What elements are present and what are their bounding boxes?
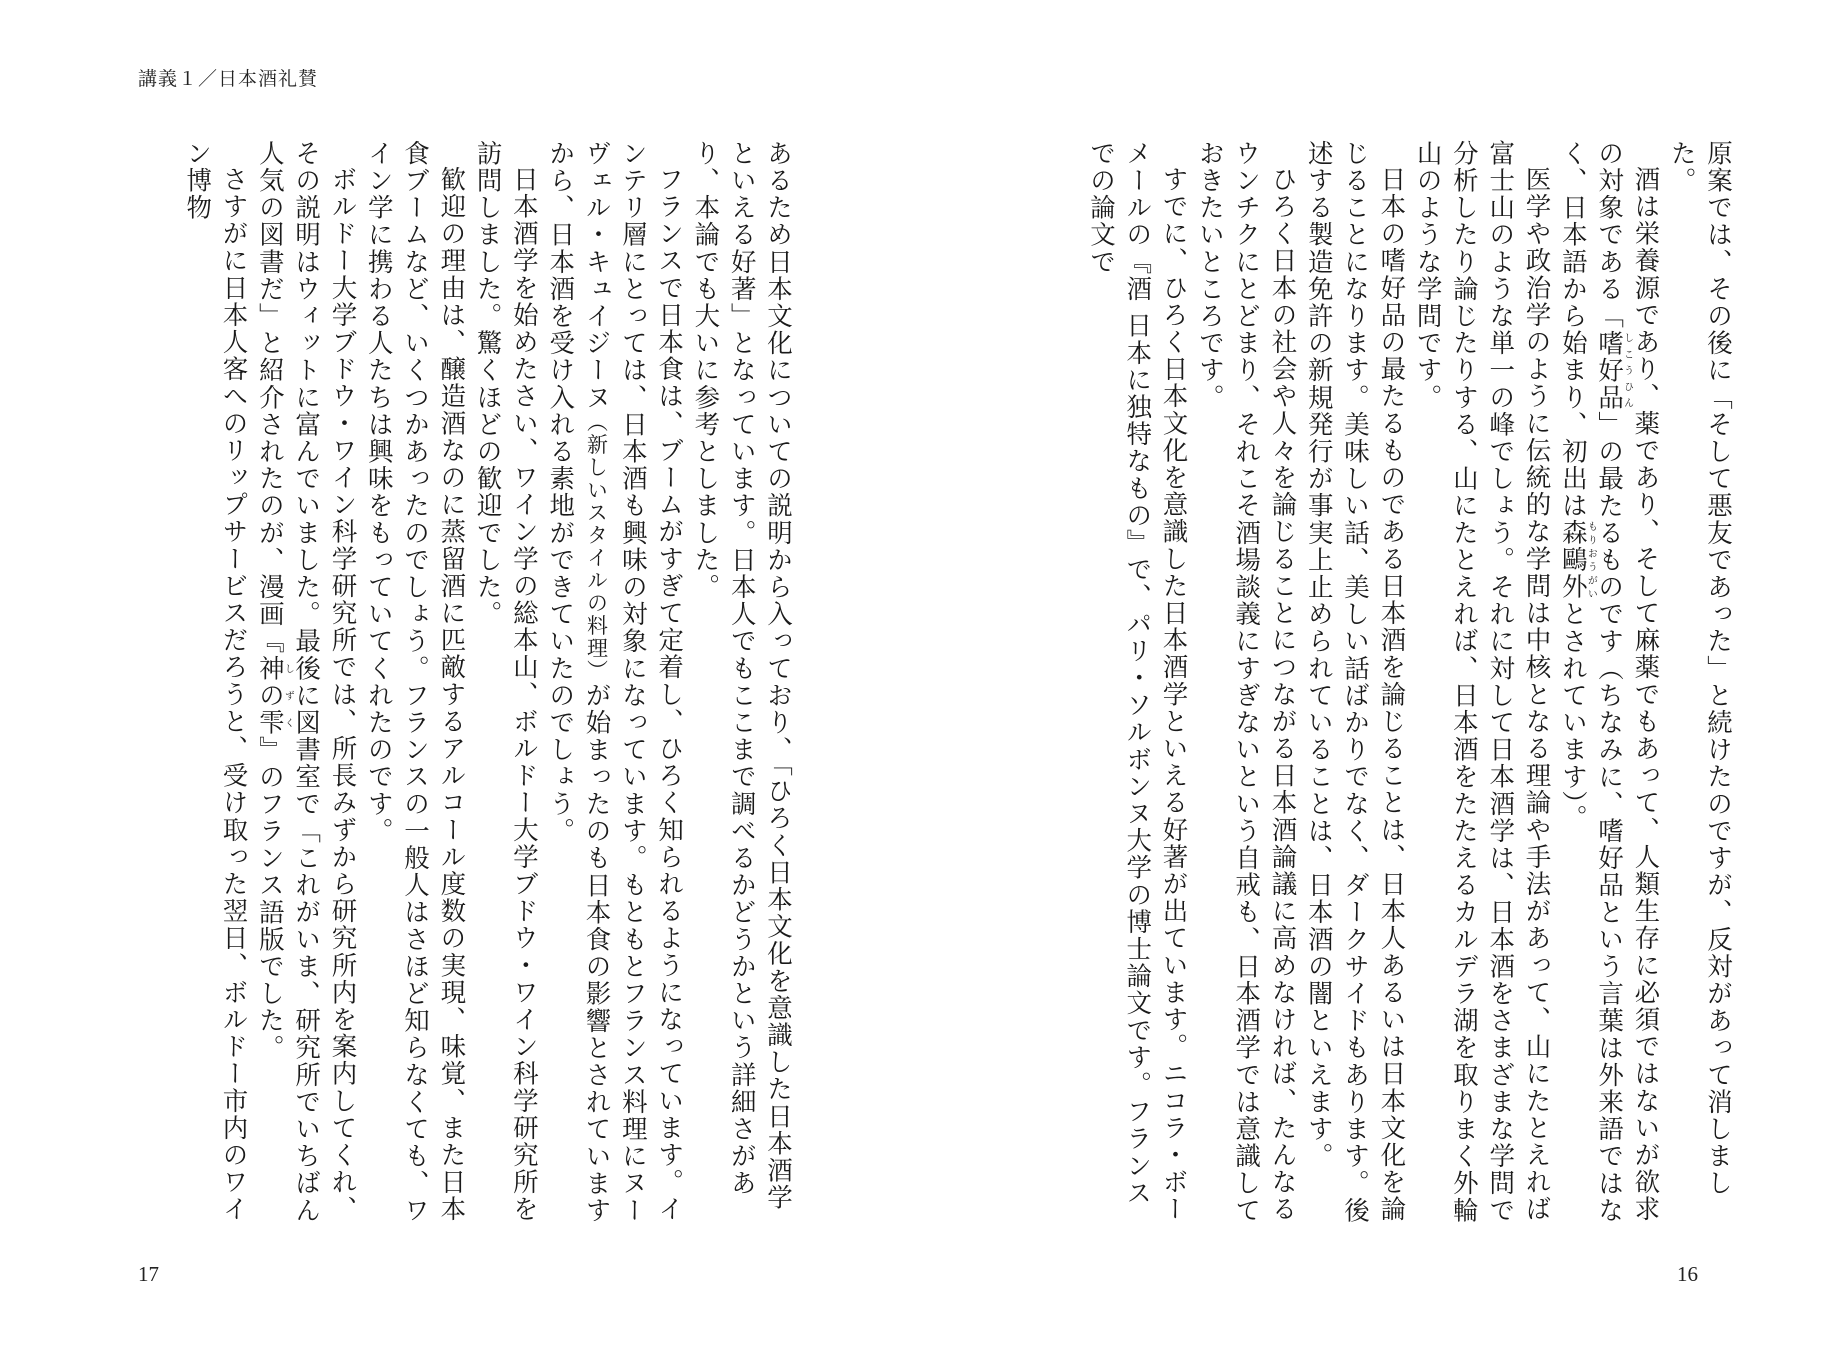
paragraph-text: さすがに日本人客へのリップサービスだろうと、受け取った翌日、ボルドー市内のワイン博物	[182, 140, 249, 1223]
inline-note: （新しいスタイルの料理）	[584, 411, 609, 683]
paragraph	[1192, 140, 1301, 1225]
paragraph	[252, 140, 361, 1225]
paragraph-text: あるため日本文化についての説明から入っており、「ひろく日本文化を意識した日本酒学といえる好著」となっています。日本人でもここまで調べるかどうかという詳細さがあり、本論でも大いに参考としました。	[690, 140, 793, 1212]
paragraph-text: 原案では、その後に「そして悪友であった」と続けたのですが、反対があって消しました。	[1666, 140, 1733, 1197]
paragraph-text: 歓迎の理由は、醸造酒なのに蒸留酒に匹敵するアルコール度数の実現、味覚、また日本食ブームなど、いくつかあったのでしょう。フランスの一般人はさほど知らなくても、ワイン学に携わる人たちは興味をもっていてくれたのです。	[363, 140, 467, 1224]
paragraph-text: フランスで日本食は、ブームがすぎて定着し、ひろく知られるようになっています。インテリ層にとっては、日本酒も興味の対象になっています。もともとフランス料理にヌーヴェル・キュイジーヌ	[581, 140, 685, 1224]
ruby-shikouhin	[1594, 329, 1633, 412]
paragraph	[1409, 140, 1554, 1225]
paragraph-text: 日本の嗜好品の最たるものである日本酒を論じることは、日本人あるいは日本文化を論じることになります。美味しい話、美しい話ばかりでなく、ダークサイドもあります。後述する製造免許の新規発行が事実上止められていることは、日本酒の闇といえます。	[1303, 140, 1407, 1224]
ruby-reading: しずく	[282, 654, 294, 737]
paragraph-text: ひろく日本の社会や人々を論じることにつながる日本酒論議に高めなければ、たんなるウンチクにとどまり、それこそ酒場談義にすぎないという自戒も、日本酒学では意識しておきたいところです。	[1194, 140, 1298, 1224]
paragraph	[179, 140, 252, 1225]
paragraph	[542, 140, 687, 1225]
paragraph	[1555, 140, 1664, 1225]
ruby-kami-no-shizuku	[254, 654, 294, 737]
paragraph-text: 医学や政治学のように伝統的な学問は中核となる理論や手法があって、山にたとえれば富士山のような単一の峰でしょう。それに対して日本酒学は、日本酒をさまざまな学問で分析したり論じたりする、山にたとえれば、日本酒をたたえるカルデラ湖を取りまく外輪山のような学問です。	[1412, 140, 1552, 1224]
paragraph-text: とされています）。	[1557, 600, 1588, 832]
ruby-reading: もりおうがい	[1585, 519, 1597, 601]
page-number-16: 16	[1677, 1262, 1698, 1286]
paragraph-text: ボルドー大学ブドウ・ワイン科学研究所では、所長みずから研究所内を案内してくれ、その説明はウィットに富んでいました。最後に図書室で「これがいま、研究所でいちばん人気の図書だ」と紹介されたのが、漫画『	[254, 140, 358, 1224]
paragraph-text: すでに、ひろく日本文化を意識した日本酒学といえる好著が出ています。ニコラ・ボーメールの『酒 日本に独特なもの』で、パリ・ソルボンヌ大学の博士論文です。フランスでの論文で	[1085, 140, 1189, 1223]
ruby-reading: しこうひん	[1621, 329, 1633, 412]
page-number-17: 17	[138, 1262, 159, 1286]
paragraph-text: 』のフランス語版でした。	[254, 736, 285, 1062]
page-17-text	[138, 140, 796, 1225]
running-header: 講義１／日本酒礼賛	[138, 68, 319, 90]
paragraph-text: 日本酒学を始めたさい、ワイン学の総本山、ボルドー大学ブドウ・ワイン科学研究所を訪問しました。驚くほどの歓迎でした。	[472, 140, 539, 1223]
ruby-base: 森鷗外	[1557, 519, 1588, 601]
paragraph	[469, 140, 542, 1225]
paragraph	[1663, 140, 1736, 1225]
ruby-base: 神の雫	[254, 654, 285, 737]
ruby-mori-ougai	[1557, 519, 1597, 601]
ruby-base: 嗜好品	[1594, 329, 1625, 412]
paragraph-text: 」の最たるものです（ちなみに、嗜好品という言葉は外来語ではなく、日本語から始まり、初出は	[1557, 140, 1625, 1225]
paragraph-text: 酒は栄養源であり、薬であり、そして麻薬でもあって、人類生存に必須ではないが欲求の対象である「	[1594, 140, 1661, 1223]
paragraph-text: が始まったのも日本食の影響とされていますから、日本酒を受け入れる素地ができていたのでしょう。	[545, 140, 612, 1225]
paragraph	[360, 140, 469, 1225]
page-16-text	[1018, 140, 1736, 1225]
paragraph	[1300, 140, 1409, 1225]
paragraph	[687, 140, 796, 1225]
paragraph	[1083, 140, 1192, 1225]
